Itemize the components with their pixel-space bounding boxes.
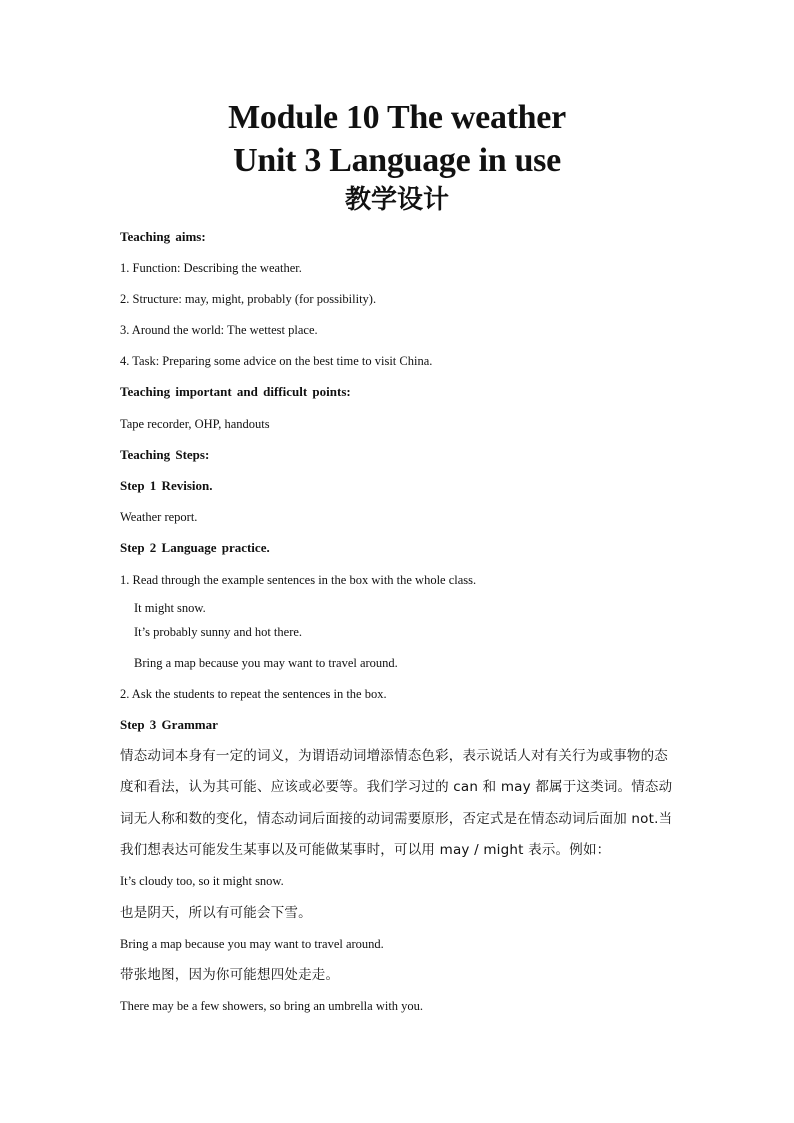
step2-example: It’s probably sunny and hot there. [134,625,303,639]
step2-heading: Step 2 Language practice. [120,540,270,555]
teaching-aims-heading: Teaching aims: [120,229,206,244]
step2-item1: 1. Read through the example sentences in the box with the whole class. [120,573,477,587]
aim-item: 1. Function: Describing the weather. [120,261,302,275]
grammar-example-en: It’s cloudy too, so it might snow. [120,874,284,888]
grammar-example-cn: 带张地图，因为你可能想四处走走。 [120,967,340,983]
title-block [0,96,794,218]
grammar-example-cn: 也是阴天，所以有可能会下雪。 [120,905,312,921]
grammar-paragraph-line: 度和看法，认为其可能、应该或必要等。我们学习过的 can 和 may 都属于这类词。情态动 [120,779,673,795]
step2-example: It might snow. [134,601,206,615]
grammar-example-en: There may be a few showers, so bring an umbrella with you. [120,999,424,1013]
teaching-design-title: 教学设计 [344,185,449,215]
step2-item2: 2. Ask the students to repeat the sentences in the box. [120,687,387,701]
teaching-steps-heading: Teaching Steps: [120,447,210,462]
grammar-paragraph-line: 我们想表达可能发生某事以及可能做某事时，可以用 may / might 表示。例如： [120,842,611,858]
aim-item: 4. Task: Preparing some advice on the best time to visit China. [120,354,433,368]
aim-item: 2. Structure: may, might, probably (for possibility). [120,292,377,306]
step3-heading: Step 3 Grammar [120,717,218,732]
step1-heading: Step 1 Revision. [120,478,213,493]
step1-text: Weather report. [120,510,198,524]
unit-title: Unit 3 Language in use [233,142,561,179]
grammar-example-en: Bring a map because you may want to travel around. [120,937,384,951]
aim-item: 3. Around the world: The wettest place. [120,323,318,337]
grammar-paragraph-line: 情态动词本身有一定的词义，为谓语动词增添情态色彩，表示说话人对有关行为或事物的态 [120,748,668,764]
points-text: Tape recorder, OHP, handouts [120,417,270,431]
points-heading: Teaching important and difficult points: [120,384,351,399]
step2-example: Bring a map because you may want to travel around. [134,656,398,670]
module-title: Module 10 The weather [228,99,566,136]
grammar-paragraph-line: 词无人称和数的变化，情态动词后面接的动词需要原形，否定式是在情态动词后面加 not.当 [120,811,673,827]
